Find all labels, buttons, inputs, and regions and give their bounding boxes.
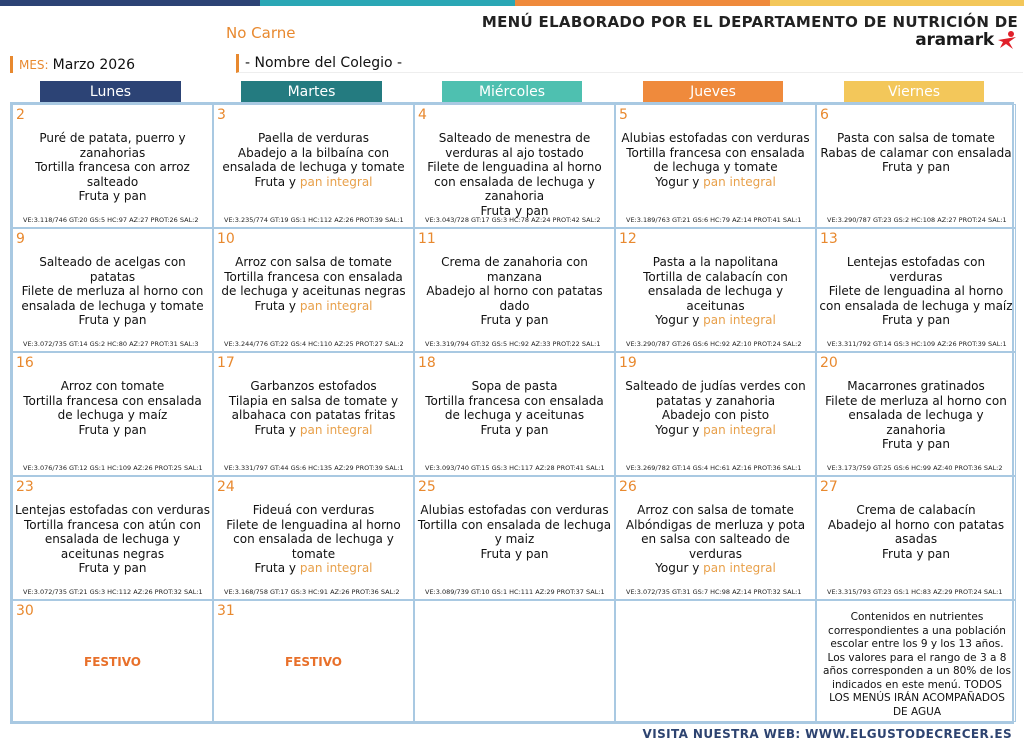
menu-text — [417, 131, 612, 218]
day-cell — [213, 600, 414, 722]
menu-text — [618, 503, 813, 576]
menu-line: Fruta y pan — [882, 313, 950, 327]
day-number: 18 — [418, 355, 436, 371]
day-cell — [414, 352, 615, 476]
day-header-miercoles: Miércoles — [442, 81, 582, 103]
menu-line: Filete de merluza al horno con ensalada de lechuga y zanahoria — [825, 393, 1007, 437]
menu-text — [15, 131, 210, 204]
menu-line: Fruta y pan — [882, 160, 950, 174]
menu-text — [819, 379, 1013, 452]
menu-line: Fruta y pan integral — [254, 561, 373, 575]
day-number: 30 — [16, 603, 34, 619]
menu-line: Salteado de judías verdes con patatas y zanahoria — [625, 379, 806, 408]
menu-calendar-grid — [10, 102, 1014, 724]
nutrition-info: VE:3.072/735 GT:31 GS:7 HC:98 AZ:14 PROT:32 SAL:1 — [626, 588, 802, 596]
menu-line: Filete de lenguadina al horno con ensalada de lechuga y zanahoria — [427, 160, 602, 203]
nutrition-info: VE:3.311/792 GT:14 GS:3 HC:109 AZ:26 PROT:39 SAL:1 — [827, 340, 1007, 348]
menu-line: Tortilla francesa con ensalada de lechuga y aceitunas negras — [221, 269, 406, 298]
menu-line: Fruta y pan — [480, 203, 549, 218]
menu-line: Lentejas estofadas con verduras — [15, 503, 210, 517]
nutrition-info: VE:3.072/735 GT:14 GS:2 HC:80 AZ:27 PROT:31 SAL:3 — [23, 340, 199, 348]
menu-text — [819, 503, 1013, 561]
day-number: 20 — [820, 355, 838, 371]
top-color-bar — [0, 0, 1024, 6]
menu-type-label: No Carne — [226, 24, 296, 42]
day-cell — [414, 600, 615, 722]
menu-line: Fruta y pan — [78, 189, 147, 203]
day-number: 23 — [16, 479, 34, 495]
day-number: 24 — [217, 479, 235, 495]
nutrition-info: VE:3.093/740 GT:15 GS:3 HC:117 AZ:28 PROT:41 SAL:1 — [425, 464, 605, 472]
day-cell — [414, 104, 615, 228]
menu-line: Fruta y pan integral — [254, 422, 373, 437]
nutrition-info: VE:3.235/774 GT:19 GS:1 HC:112 AZ:26 PROT:39 SAL:1 — [224, 216, 404, 224]
menu-line: Albóndigas de merluza y pota en salsa con salteado de verduras — [625, 517, 806, 561]
menu-line: Filete de merluza al horno con ensalada de lechuga y tomate — [21, 284, 204, 313]
menu-text — [216, 379, 411, 437]
holiday-label: FESTIVO — [285, 655, 342, 669]
menu-line: Pasta a la napolitana — [652, 255, 779, 269]
day-number: 10 — [217, 231, 235, 247]
day-cell — [12, 104, 213, 228]
menu-line: Salteado de acelgas con patatas — [39, 255, 186, 284]
day-header-lunes: Lunes — [40, 81, 181, 103]
menu-text — [216, 255, 411, 313]
whole-bread-label: pan integral — [299, 298, 373, 313]
menu-line: Fruta y pan — [480, 422, 549, 437]
menu-line: Fruta y pan integral — [254, 298, 373, 313]
day-number: 17 — [217, 355, 235, 371]
menu-line: Abadejo al horno con patatas asadas — [827, 517, 1005, 546]
holiday-label: FESTIVO — [84, 655, 141, 669]
day-cell — [615, 228, 816, 352]
menu-line: Crema de zanahoria con manzana — [441, 255, 588, 284]
month-field — [10, 56, 228, 73]
day-cell — [816, 600, 1016, 722]
menu-line: Salteado de menestra de verduras al ajo tostado — [438, 131, 591, 160]
menu-line: Yogur y pan integral — [655, 561, 776, 575]
menu-text — [417, 255, 612, 328]
whole-bread-label: pan integral — [703, 174, 776, 189]
menu-line: Arroz con salsa de tomate — [637, 503, 794, 517]
menu-line: Fideuá con verduras — [252, 503, 375, 517]
day-number: 13 — [820, 231, 838, 247]
menu-text — [417, 379, 612, 437]
day-cell — [213, 352, 414, 476]
day-cell — [12, 600, 213, 722]
nutrition-info: VE:3.173/759 GT:25 GS:6 HC:99 AZ:40 PROT:36 SAL:2 — [827, 464, 1003, 472]
whole-bread-label: pan integral — [299, 422, 373, 437]
day-number: 12 — [619, 231, 637, 247]
menu-text — [819, 255, 1013, 328]
menu-line: Abadejo a la bilbaína con ensalada de lechuga y tomate — [222, 145, 405, 174]
menu-line: Tortilla de calabacín con ensalada de lechuga y aceitunas — [643, 269, 788, 313]
menu-line: Arroz con tomate — [60, 379, 165, 393]
menu-line: Fruta y pan integral — [254, 174, 373, 189]
day-number: 3 — [217, 107, 226, 123]
day-number: 9 — [16, 231, 25, 247]
brand-logo — [915, 30, 1018, 50]
day-number: 31 — [217, 603, 235, 619]
menu-line: Tortilla francesa con ensalada de lechuga y tomate — [626, 145, 805, 174]
nutrition-note: Contenidos en nutrientes correspondientes a una población escolar entre los 9 y los 13 años. Los valores para el rango de 3 a 8 años corresponden a un 80% de los indicados en este menú. TODOS LOS MENÚS IRÁN ACOMPAÑADOS DE AGUA — [823, 611, 1011, 718]
menu-line: Crema de calabacín — [856, 503, 976, 517]
nutrition-info: VE:3.072/735 GT:21 GS:3 HC:112 AZ:26 PROT:32 SAL:1 — [23, 588, 203, 596]
nutrition-info: VE:3.269/782 GT:14 GS:4 HC:61 AZ:16 PROT:36 SAL:1 — [626, 464, 802, 472]
day-cell — [414, 476, 615, 600]
page-title: MENÚ ELABORADO POR EL DEPARTAMENTO DE NUTRICIÓN DE — [481, 13, 1018, 31]
menu-line: Abadejo con pisto — [661, 408, 770, 422]
menu-text — [15, 379, 210, 437]
menu-line: Garbanzos estofados — [250, 379, 377, 393]
menu-line: Lentejas estofadas con verduras — [846, 255, 986, 284]
menu-line: Tortilla francesa con atún con ensalada de lechuga y aceitunas negras — [24, 517, 201, 561]
menu-line: Tortilla francesa con ensalada de lechuga y aceitunas — [425, 393, 604, 422]
day-cell — [213, 104, 414, 228]
menu-line: Sopa de pasta — [471, 379, 558, 393]
day-number: 26 — [619, 479, 637, 495]
menu-text — [417, 503, 612, 561]
day-cell — [615, 476, 816, 600]
school-name-field: - Nombre del Colegio - — [236, 54, 1023, 73]
whole-bread-label: pan integral — [703, 422, 776, 437]
day-cell — [213, 476, 414, 600]
menu-line: Yogur y pan integral — [655, 313, 776, 327]
day-number: 6 — [820, 107, 829, 123]
menu-line: Tortilla francesa con ensalada de lechuga y maíz — [23, 393, 202, 422]
menu-line: Fruta y pan — [78, 422, 147, 437]
menu-line: Tortilla con ensalada de lechuga y maiz — [417, 517, 612, 546]
day-header-martes: Martes — [241, 81, 382, 103]
day-cell — [12, 476, 213, 600]
day-cell — [615, 352, 816, 476]
nutrition-info: VE:3.331/797 GT:44 GS:6 HC:135 AZ:29 PROT:39 SAL:1 — [224, 464, 404, 472]
menu-line: Filete de lenguadina al horno con ensalada de lechuga y maíz — [819, 284, 1013, 313]
month-value: Marzo 2026 — [52, 56, 136, 73]
website-footer: VISITA NUESTRA WEB: WWW.ELGUSTODECRECER.ES — [642, 727, 1012, 741]
nutrition-info: VE:3.043/728 GT:17 GS:3 HC:78 AZ:24 PROT:42 SAL:2 — [425, 216, 601, 224]
menu-line: Tilapia en salsa de tomate y albahaca con patatas fritas — [228, 393, 399, 422]
menu-line: Puré de patata, puerro y zanahorias — [39, 131, 186, 160]
day-cell — [615, 600, 816, 722]
star-person-icon — [996, 30, 1018, 50]
menu-line: Yogur y pan integral — [655, 422, 776, 437]
menu-line: Fruta y pan — [480, 313, 549, 327]
day-cell — [615, 104, 816, 228]
menu-line: Filete de lenguadina al horno con ensalada de lechuga y tomate — [226, 517, 401, 561]
menu-text — [216, 503, 411, 576]
day-cell — [12, 228, 213, 352]
day-number: 5 — [619, 107, 628, 123]
menu-line: Tortilla francesa con arroz salteado — [35, 160, 190, 189]
menu-line: Fruta y pan — [882, 546, 950, 561]
nutrition-info: VE:3.319/794 GT:32 GS:5 HC:92 AZ:33 PROT:22 SAL:1 — [425, 340, 601, 348]
menu-text — [618, 379, 813, 437]
menu-line: Fruta y pan — [882, 437, 950, 451]
day-cell — [414, 228, 615, 352]
brand-name: aramark — [915, 30, 994, 50]
menu-text — [618, 131, 813, 189]
day-number: 27 — [820, 479, 838, 495]
whole-bread-label: pan integral — [299, 561, 373, 575]
menu-line: Macarrones gratinados — [847, 379, 985, 393]
day-number: 2 — [16, 107, 25, 123]
day-header-viernes: Viernes — [844, 81, 984, 103]
month-label: MES: — [19, 57, 49, 72]
menu-line: Arroz con salsa de tomate — [235, 255, 392, 269]
menu-text — [15, 503, 210, 576]
menu-line: Pasta con salsa de tomate — [837, 131, 995, 145]
nutrition-info: VE:3.089/739 GT:10 GS:1 HC:111 AZ:29 PROT:37 SAL:1 — [425, 588, 605, 596]
day-number: 16 — [16, 355, 34, 371]
menu-line: Fruta y pan — [480, 546, 549, 561]
menu-text — [15, 255, 210, 328]
nutrition-info: VE:3.244/776 GT:22 GS:4 HC:110 AZ:25 PROT:27 SAL:2 — [224, 340, 404, 348]
day-header-jueves: Jueves — [643, 81, 783, 103]
nutrition-info: VE:3.168/758 GT:17 GS:3 HC:91 AZ:26 PROT:36 SAL:2 — [224, 588, 400, 596]
nutrition-info: VE:3.076/736 GT:12 GS:1 HC:109 AZ:26 PROT:25 SAL:1 — [23, 464, 203, 472]
nutrition-info: VE:3.290/787 GT:23 GS:2 HC:108 AZ:27 PROT:24 SAL:1 — [827, 216, 1007, 224]
day-cell — [816, 352, 1016, 476]
day-number: 25 — [418, 479, 436, 495]
nutrition-info: VE:3.189/763 GT:21 GS:6 HC:79 AZ:14 PROT:41 SAL:1 — [626, 216, 802, 224]
day-cell — [816, 228, 1016, 352]
menu-text — [216, 131, 411, 189]
menu-text — [618, 255, 813, 328]
day-number: 11 — [418, 231, 436, 247]
menu-line: Fruta y pan — [78, 561, 147, 575]
day-cell — [12, 352, 213, 476]
day-cell — [213, 228, 414, 352]
menu-line: Abadejo al horno con patatas dado — [426, 284, 603, 313]
whole-bread-label: pan integral — [703, 313, 776, 327]
day-cell — [816, 476, 1016, 600]
whole-bread-label: pan integral — [703, 561, 776, 575]
menu-line: Paella de verduras — [257, 131, 370, 145]
day-number: 4 — [418, 107, 427, 123]
day-cell — [816, 104, 1016, 228]
nutrition-info: VE:3.290/787 GT:26 GS:6 HC:92 AZ:10 PROT:24 SAL:2 — [626, 340, 802, 348]
nutrition-info: VE:3.315/793 GT:23 GS:1 HC:83 AZ:29 PROT:24 SAL:1 — [827, 588, 1003, 596]
menu-line: Fruta y pan — [78, 313, 147, 327]
menu-text — [819, 131, 1013, 175]
menu-line: Alubias estofadas con verduras — [420, 503, 609, 517]
nutrition-info: VE:3.118/746 GT:20 GS:5 HC:97 AZ:27 PROT:26 SAL:2 — [23, 216, 199, 224]
whole-bread-label: pan integral — [299, 174, 373, 189]
menu-line: Alubias estofadas con verduras — [621, 131, 810, 145]
day-number: 19 — [619, 355, 637, 371]
menu-line: Rabas de calamar con ensalada — [820, 145, 1012, 160]
menu-line: Yogur y pan integral — [655, 174, 776, 189]
